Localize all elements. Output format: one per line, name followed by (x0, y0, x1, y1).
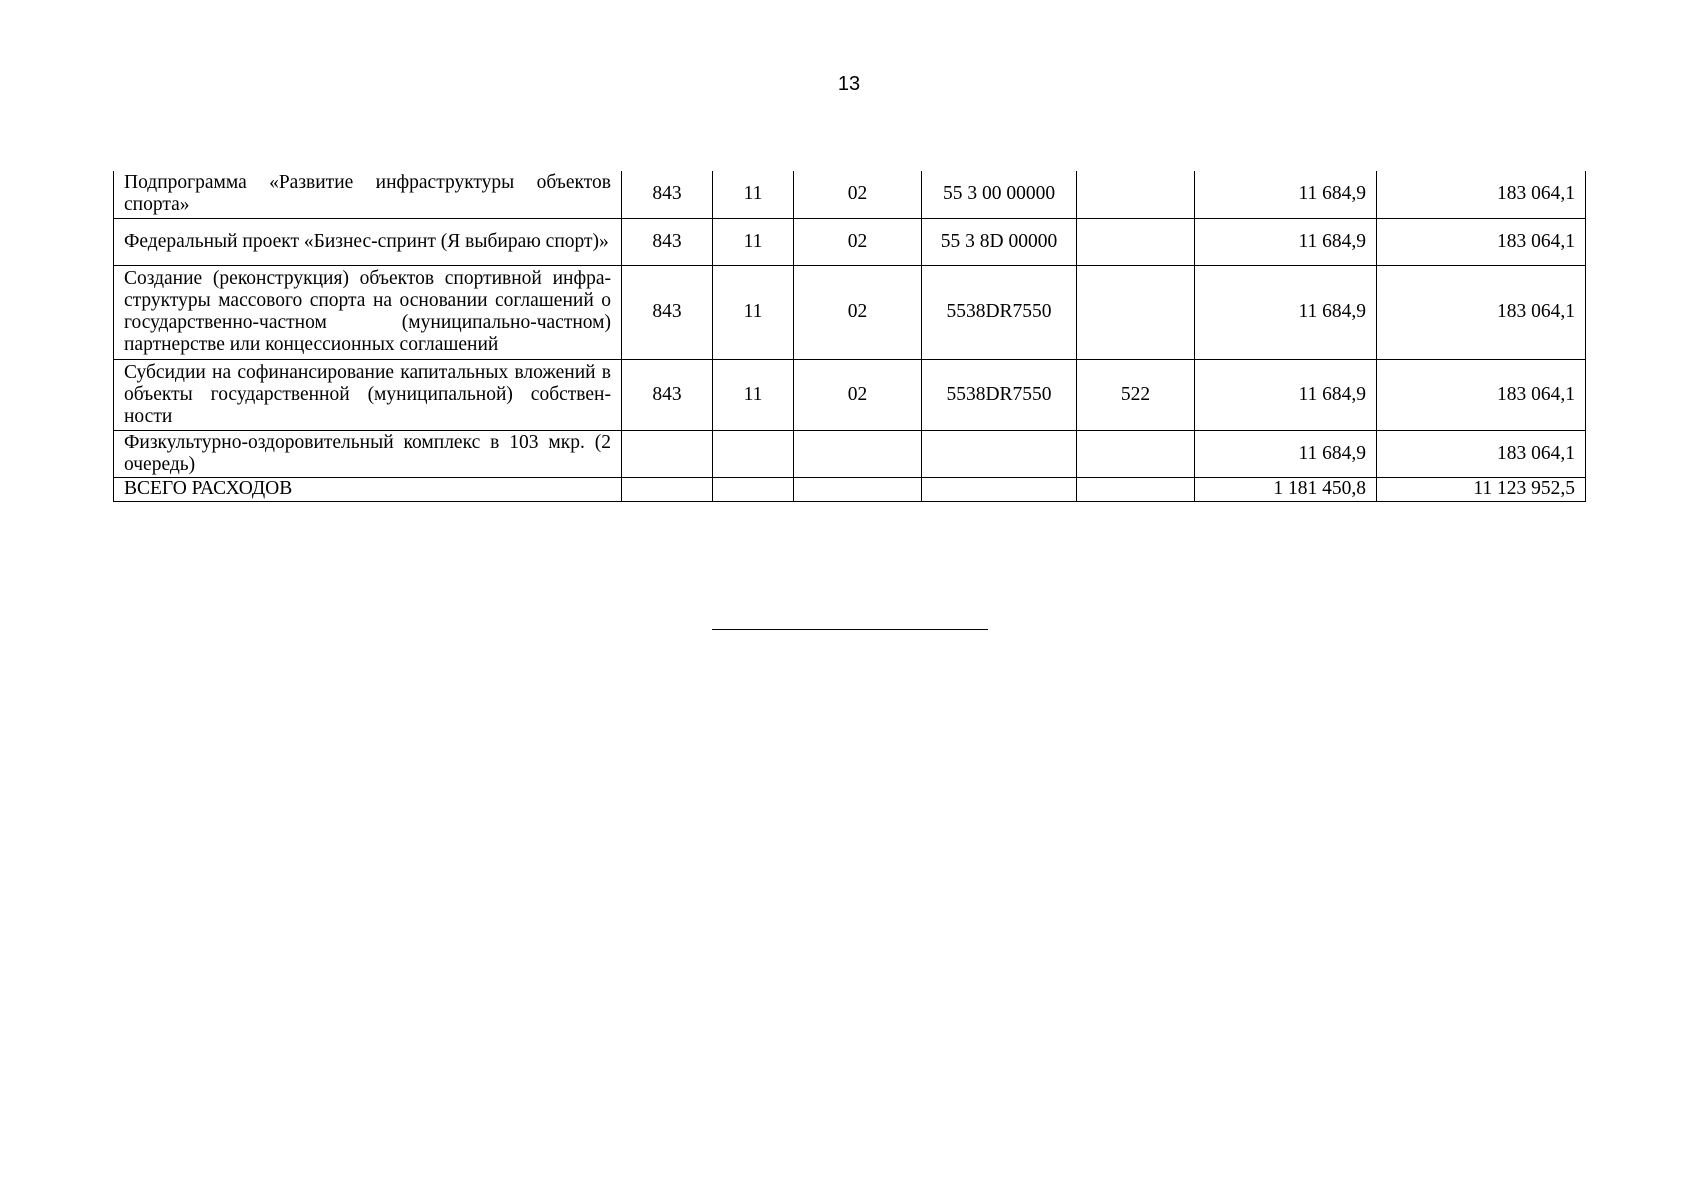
row-name: Создание (реконструкция) объектов спортивной инфраструктуры массового спорта на основании соглашений о государственно-частном (муниципально-частном) партнерстве или концессионных соглашений (114, 265, 622, 359)
row-sum2: 183 064,1 (1377, 265, 1586, 359)
table-row (114, 430, 1586, 477)
total-empty-cell (713, 477, 794, 501)
end-of-document-rule (712, 629, 988, 630)
total-empty-cell (622, 477, 713, 501)
row-sum1: 11 684,9 (1195, 265, 1377, 359)
row-sum2: 183 064,1 (1377, 218, 1586, 265)
total-sum1: 1 181 450,8 (1195, 477, 1377, 501)
table-row (114, 171, 1586, 218)
row-vr (1077, 430, 1195, 477)
row-sum2: 183 064,1 (1377, 359, 1586, 430)
row-csr: 55 3 00 00000 (922, 171, 1077, 218)
row-sum1: 11 684,9 (1195, 430, 1377, 477)
row-sum1: 11 684,9 (1195, 359, 1377, 430)
row-rz (713, 430, 794, 477)
row-ved: 843 (622, 265, 713, 359)
row-pr: 02 (794, 265, 922, 359)
row-csr: 5538DR7550 (922, 265, 1077, 359)
row-sum1: 11 684,9 (1195, 171, 1377, 218)
row-vr (1077, 171, 1195, 218)
row-pr (794, 430, 922, 477)
table-row (114, 218, 1586, 265)
row-pr: 02 (794, 359, 922, 430)
row-rz: 11 (713, 218, 794, 265)
budget-table (113, 171, 1586, 502)
table-row (114, 359, 1586, 430)
row-rz: 11 (713, 171, 794, 218)
row-vr (1077, 265, 1195, 359)
total-sum2: 11 123 952,5 (1377, 477, 1586, 501)
row-csr: 5538DR7550 (922, 359, 1077, 430)
page-number: 13 (837, 73, 861, 95)
row-sum1: 11 684,9 (1195, 218, 1377, 265)
total-row (114, 477, 1586, 501)
row-vr: 522 (1077, 359, 1195, 430)
row-sum2: 183 064,1 (1377, 430, 1586, 477)
row-pr: 02 (794, 171, 922, 218)
row-ved: 843 (622, 218, 713, 265)
row-csr (922, 430, 1077, 477)
total-empty-cell (1077, 477, 1195, 501)
row-vr (1077, 218, 1195, 265)
row-name: Субсидии на софинансирование капитальных вложений в объекты государственной (муниципальной) собственности (114, 359, 622, 430)
row-ved (622, 430, 713, 477)
row-csr: 55 3 8D 00000 (922, 218, 1077, 265)
row-ved: 843 (622, 359, 713, 430)
row-rz: 11 (713, 359, 794, 430)
total-label: ВСЕГО РАСХОДОВ (114, 477, 622, 501)
table-row (114, 265, 1586, 359)
row-name: Физкультурно-оздоровительный комплекс в 103 мкр. (2 очередь) (114, 430, 622, 477)
row-pr: 02 (794, 218, 922, 265)
row-rz: 11 (713, 265, 794, 359)
row-sum2: 183 064,1 (1377, 171, 1586, 218)
row-name: Федеральный проект «Бизнес-спринт (Я выбираю спорт)» (114, 218, 622, 265)
total-empty-cell (794, 477, 922, 501)
row-ved: 843 (622, 171, 713, 218)
total-empty-cell (922, 477, 1077, 501)
row-name: Подпрограмма «Развитие инфраструктуры объектов спорта» (114, 171, 622, 218)
